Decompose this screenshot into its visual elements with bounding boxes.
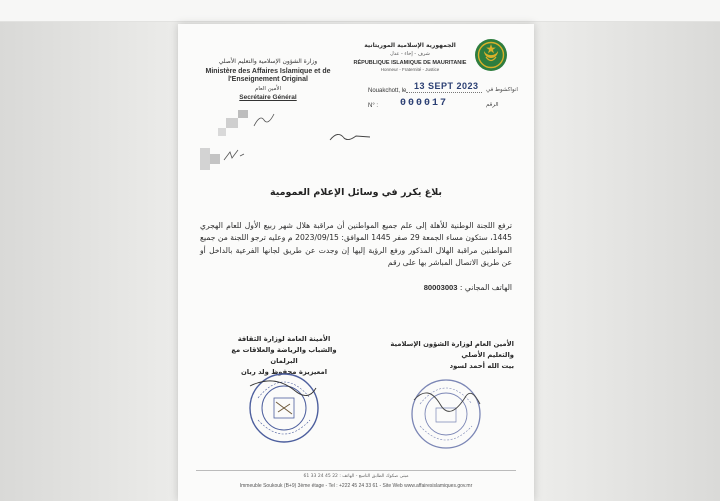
ministry-name-arabic: وزارة الشؤون الإسلامية والتعليم الأصلي <box>218 58 318 65</box>
free-phone-line <box>200 282 512 294</box>
date-stamp: 13 SEPT 2023 <box>414 81 479 91</box>
place-date-label-arabic: انواكشوط في <box>486 87 518 93</box>
footer-address-french: Immeuble Soukouk (B+9) 3ème étage - Tel : +222 45 24 33 61 - Site Web www.affairesislamiques.gov.mr <box>239 483 473 489</box>
communique-title: بلاغ يكرر في وسائل الإعلام العمومية <box>270 187 442 198</box>
mauritania-emblem-icon <box>474 38 508 72</box>
signatory-title-line2: والشباب والرياضة والعلاقات مع البرلمان <box>231 346 337 365</box>
redaction-block <box>218 128 226 136</box>
free-phone-number: 80003003 <box>423 283 458 292</box>
republic-motto-french: Honneur - Fraternité - Justice <box>380 67 440 72</box>
signatory-name: بيت الله أحمد لسود <box>449 362 514 370</box>
secretary-general-french: Secrétaire Général <box>239 94 297 101</box>
ministry-name-french: Ministère des Affaires Islamique et de l'Enseignement Original <box>205 68 331 83</box>
handwritten-scribble <box>222 146 246 164</box>
number-label: N° : <box>368 103 379 109</box>
republic-motto-arabic: شرف - إخاء - عدل <box>390 51 430 57</box>
redaction-block <box>226 118 238 128</box>
redaction-block <box>238 110 248 118</box>
official-stamp-culture <box>244 368 324 448</box>
footer-divider <box>196 470 516 471</box>
signatory-title-line1: الأمينة العامة لوزارة الثقافة <box>237 335 331 343</box>
document-page <box>178 24 534 501</box>
free-phone-label: الهاتف المجاني : <box>459 283 512 292</box>
signatory-title-line2: والتعليم الأصلي <box>461 351 514 359</box>
signatory-title-line1: الأمين العام لوزارة الشؤون الإسلامية <box>390 340 514 348</box>
number-label-arabic: الرقم <box>486 102 499 108</box>
republic-name-french: RÉPUBLIQUE ISLAMIQUE DE MAURITANIE <box>353 60 467 66</box>
date-dotted-line <box>406 92 482 93</box>
official-stamp-islamic-affairs <box>406 374 486 454</box>
communique-body: ترفع اللجنة الوطنية للأهلة إلى علم جميع المواطنين أن مراقبة هلال شهر ربيع الأول للعام الهجري 1445، ستكون مساء الجمعة 29 صفر 1445 الموافق: 2023/09/15 م وعليه ترجو اللجنة من جميع المواطنين مراقبة الهلال المذكور ورفع الرؤية إليها إن وجدت عن طريق لجانها الفرعية بالداخل أو عن طريق الاتصال المباشر بها على رقم <box>200 221 513 268</box>
signatory-name: امعيزيزة محفوظ ولد ربان <box>240 368 328 376</box>
place-date-label: Nouakchott, le <box>368 88 407 94</box>
reference-number: 000017 <box>400 98 449 109</box>
viewer-top-bar <box>0 0 720 22</box>
redaction-block <box>210 154 220 164</box>
secretary-general-arabic: الأمين العام <box>254 86 282 92</box>
redaction-block <box>200 148 210 170</box>
republic-name-arabic: الجمهورية الإسلامية الموريتانية <box>364 42 456 49</box>
signature-block-islamic-affairs <box>374 339 514 372</box>
footer-address-arabic: مبنى صكوك الطابق التاسع - الهاتف : 22 45 24 33 61 <box>303 474 409 479</box>
handwritten-initials <box>328 128 372 144</box>
handwritten-scribble <box>252 110 276 130</box>
